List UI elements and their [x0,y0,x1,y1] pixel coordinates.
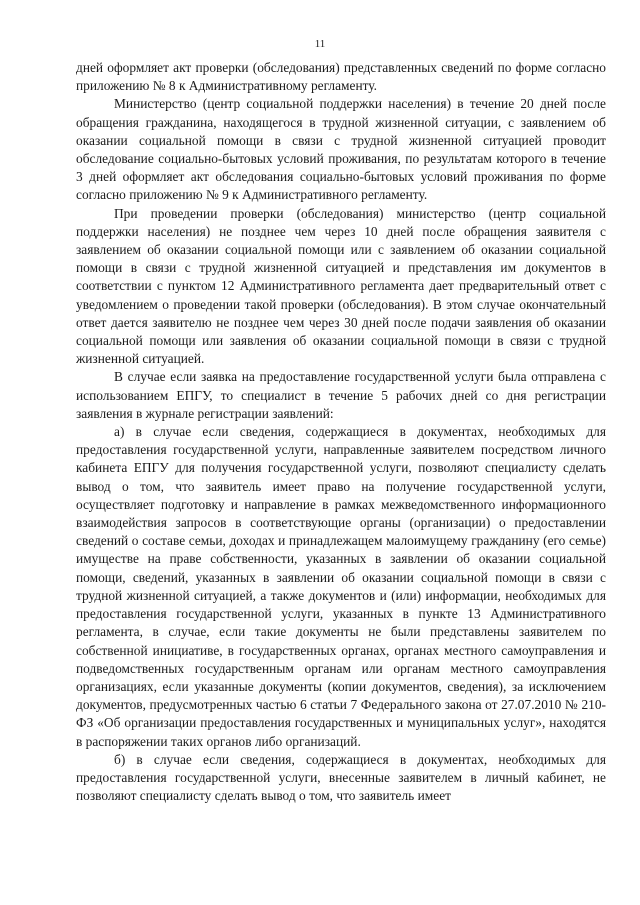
paragraph-item-a: а) в случае если сведения, содержащиеся в документах, необходимых для предоставления государственной услуги, направленные заявителем посредством личного кабинета ЕПГУ для получения государственной услуги, позволяют специалисту сделать вывод о том, что заявитель имеет право на получение государственной услуги, осуществляет подготовку и направление в рамках межведомственного информационного взаимодействия запросов в соответствующие органы (организации) о предоставлении сведений о составе семьи, доходах и принадлежащем малоимущему гражданину (его семье) имуществе на праве собственности, указанных в заявлении об оказании социальной помощи, сведений, указанных в заявлении об оказании социальной помощи в связи с трудной жизненной ситуацией, а также документов и (или) информации, необходимых для предоставления государственной услуги, указанных в пункте 13 Административного регламента, в случае, если такие документы не были представлены заявителем по собственной инициативе, в государственных органах, органах местного самоуправления и подведомственных государственным органам или органам местного самоуправления организациях, если указанные документы (копии документов, сведения), за исключением документов, предусмотренных частью 6 статьи 7 Федерального закона от 27.07.2010 № 210-ФЗ «Об организации предоставления государственных и муниципальных услуг», находятся в распоряжении таких органов либо организаций. [76,424,606,749]
paragraph-inspection: При проведении проверки (обследования) министерство (центр социальной поддержки населения) не позднее чем через 10 дней после обращения заявителя с заявлением об оказании социальной помощи или с заявлением об оказании социальной помощи в связи с трудной жизненной ситуацией и представления им документов в соответствии с пунктом 12 Административного регламента дает предварительный ответ с уведомлением о проведении такой проверки (обследования). В этом случае окончательный ответ дается заявителю не позднее чем через 30 дней после подачи заявления об оказании социальной помощи или заявления об оказании социальной помощи в связи с трудной жизненной ситуацией. [76,205,606,367]
document-body [76,59,606,805]
paragraph-continuation: дней оформляет акт проверки (обследования) представленных сведений по форме согласно приложению № 8 к Административному регламенту. [76,60,606,94]
paragraph-epgu-request: В случае если заявка на предоставление государственной услуги была отправлена с использованием ЕПГУ, то специалист в течение 5 рабочих дней со дня регистрации заявления в журнале регистрации заявлений: [76,369,606,421]
paragraph-ministry-survey: Министерство (центр социальной поддержки населения) в течение 20 дней после обращения гражданина, находящегося в трудной жизненной ситуации, с заявлением об оказании социальной помощи в связи с трудной жизненной ситуацией проводит обследование социально-бытовых условий проживания, по результатам которого в течение 3 дней оформляет акт обследования социально-бытовых условий проживания по форме согласно приложению № 9 к Административного регламенту. [76,96,606,203]
paragraph-item-b: б) в случае если сведения, содержащиеся в документах, необходимых для предоставления государственной услуги, внесенные заявителем в личный кабинет, не позволяют специалисту сделать вывод о том, что заявитель имеет [76,751,606,804]
page-number: 11 [314,38,326,50]
